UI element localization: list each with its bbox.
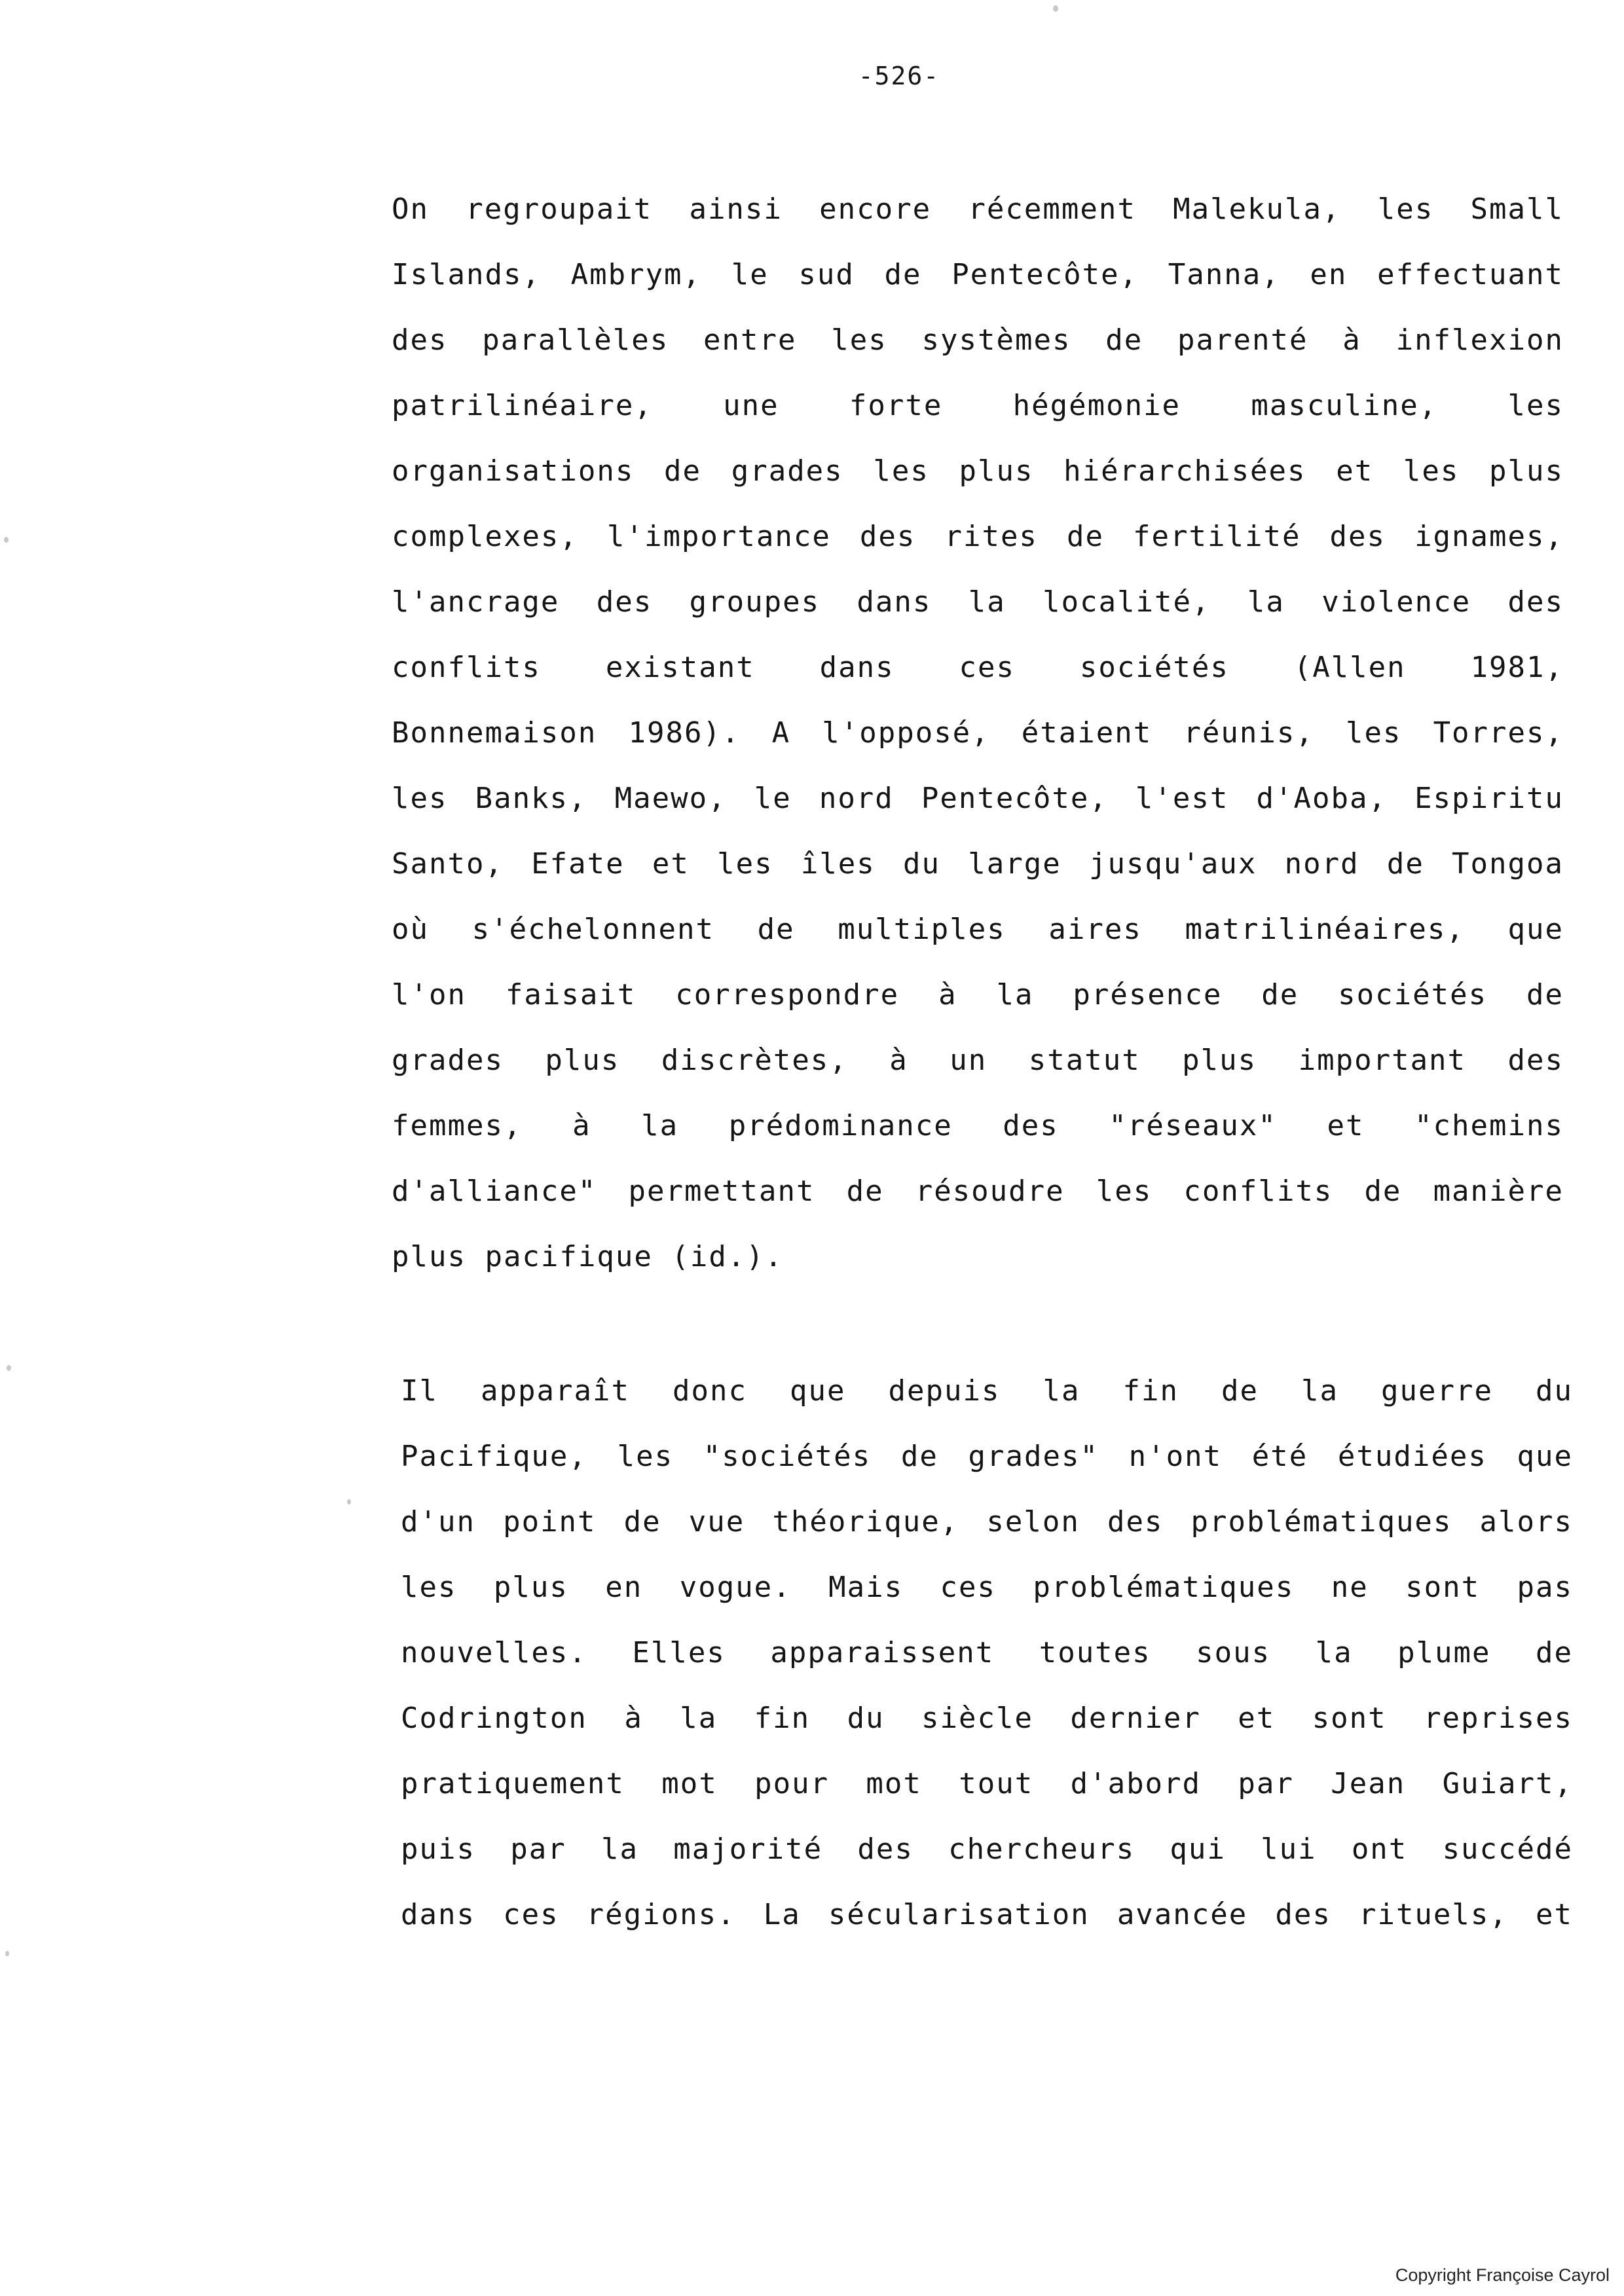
text-line: des parallèles entre les systèmes de parenté à inflexion: [392, 323, 1564, 357]
text-line: Pacifique, les "sociétés de grades" n'ont été étudiées que: [401, 1440, 1573, 1473]
text-line: Il apparaît donc que depuis la fin de la guerre du: [401, 1374, 1573, 1408]
scan-speck: [347, 1499, 351, 1504]
copyright-notice: Copyright Françoise Cayrol: [1395, 2265, 1610, 2285]
text-line: puis par la majorité des chercheurs qui lui ont succédé: [401, 1832, 1573, 1866]
text-line: dans ces régions. La sécularisation avancée des rituels, et: [401, 1898, 1573, 1931]
text-line: Santo, Efate et les îles du large jusqu'aux nord de Tongoa: [392, 847, 1564, 881]
paragraph-1: [392, 177, 1564, 1290]
scan-speck: [4, 537, 9, 543]
scan-speck: [7, 1365, 11, 1371]
page-number: -526-: [858, 62, 940, 90]
text-line: d'un point de vue théorique, selon des problématiques alors: [401, 1505, 1573, 1539]
text-line: où s'échelonnent de multiples aires matrilinéaires, que: [392, 913, 1564, 946]
text-line: femmes, à la prédominance des "réseaux" et "chemins: [392, 1109, 1564, 1142]
text-line: pratiquement mot pour mot tout d'abord par Jean Guiart,: [401, 1767, 1573, 1800]
text-line: patrilinéaire, une forte hégémonie masculine, les: [392, 389, 1564, 422]
text-line: nouvelles. Elles apparaissent toutes sous la plume de: [401, 1636, 1573, 1669]
text-line: Islands, Ambrym, le sud de Pentecôte, Tanna, en effectuant: [392, 258, 1564, 291]
text-line: Codrington à la fin du siècle dernier et sont reprises: [401, 1702, 1573, 1735]
paragraph-2: [401, 1358, 1573, 1948]
scan-speck: [1053, 5, 1058, 12]
text-line: les plus en vogue. Mais ces problématiques ne sont pas: [401, 1571, 1573, 1604]
text-line: conflits existant dans ces sociétés (Allen 1981,: [392, 651, 1564, 684]
text-line: l'on faisait correspondre à la présence de sociétés de: [392, 978, 1564, 1011]
text-line: grades plus discrètes, à un statut plus important des: [392, 1044, 1564, 1077]
text-line: organisations de grades les plus hiérarchisées et les plus: [392, 454, 1564, 488]
scan-speck: [5, 1951, 9, 1956]
text-line: Bonnemaison 1986). A l'opposé, étaient réunis, les Torres,: [392, 716, 1564, 750]
text-line: les Banks, Maewo, le nord Pentecôte, l'est d'Aoba, Espiritu: [392, 782, 1564, 815]
text-line: l'ancrage des groupes dans la localité, la violence des: [392, 585, 1564, 619]
text-line: complexes, l'importance des rites de fertilité des ignames,: [392, 520, 1564, 553]
text-line: d'alliance" permettant de résoudre les conflits de manière: [392, 1175, 1564, 1208]
text-line: plus pacifique (id.).: [392, 1240, 784, 1273]
text-line: On regroupait ainsi encore récemment Malekula, les Small: [392, 192, 1564, 226]
